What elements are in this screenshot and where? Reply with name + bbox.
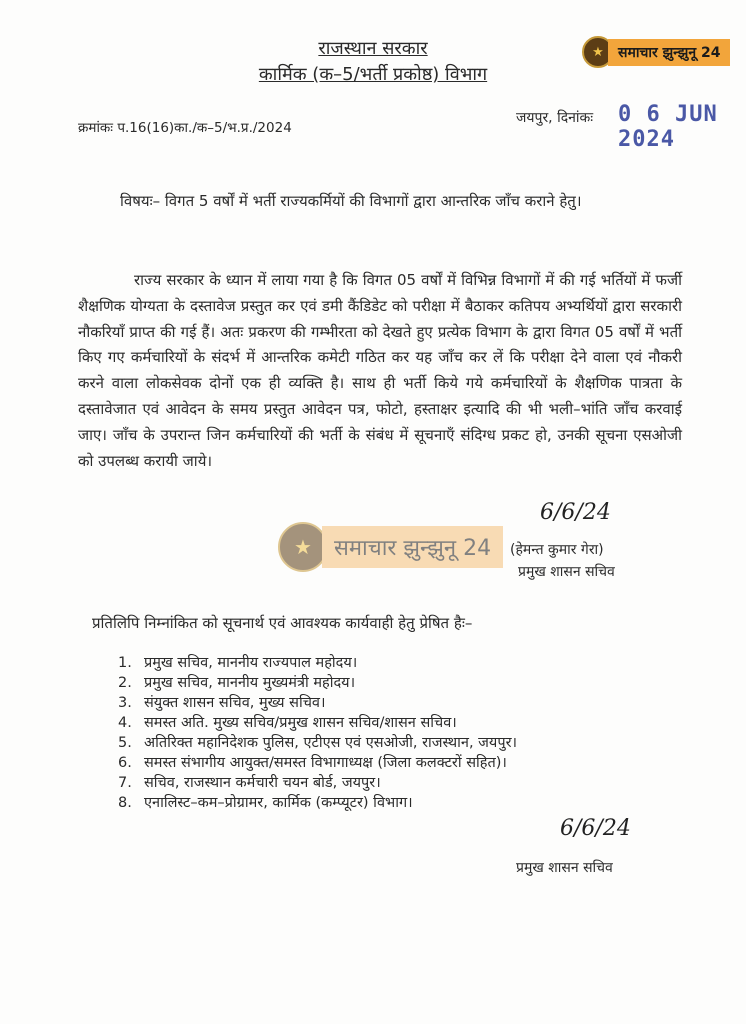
watermark-top [582,36,730,68]
copy-intro: प्रतिलिपि निम्नांकित को सूचनार्थ एवं आवश्यक कार्यवाही हेतु प्रेषित हैः– [92,614,473,632]
list-item: 4. समस्त अति. मुख्य सचिव/प्रमुख शासन सचिव/शासन सचिव। [118,715,457,731]
list-item: 6. समस्त संभागीय आयुक्त/समस्त विभागाध्यक्ष (जिला कलक्टरों सहित)। [118,755,507,771]
copy-list [118,652,517,812]
signer-title: प्रमुख शासन सचिव [518,564,615,580]
list-item: 1. प्रमुख सचिव, माननीय राज्यपाल महोदय। [118,655,358,671]
shield-emblem-icon: ★ [582,36,614,68]
date-stamp: 0 6 JUN 2024 [618,102,718,152]
body-paragraph: राज्य सरकार के ध्यान में लाया गया है कि विगत 05 वर्षों में विभिन्न विभागों में की गई भर्तियों में फर्जी शैक्षणिक योग्यता के दस्तावेज प्रस्तुत कर एवं डमी कैंडिडेट को परीक्षा में बैठाकर कतिपय अभ्यर्थियों द्वारा सरकारी नौकरियाँ प्राप्त की गई हैं। अतः प्रकरण की गम्भीरता को देखते हुए प्रत्येक विभाग के द्वारा विगत 05 वर्षों में भर्ती किए गए कर्मचारियों के संदर्भ में आन्तरिक कमेटी गठित कर यह जाँच कर लें कि परीक्षा देने वाला एवं नौकरी करने वाला लोकसेवक दोनों एक ही व्यक्ति है। साथ ही भर्ती किये गये कर्मचारियों के शैक्षणिक पात्रता के दस्तावेजात एवं आवेदन के समय प्रस्तुत आवेदन पत्र, फोटो, हस्ताक्षर इत्यादि की भी भली–भांति जाँच करवाई जाए। जाँच के उपरान्त जिन कर्मचारियों की भर्ती के संबंध में सूचनाएँ संदिग्ध प्रकट हो, उनकी सूचना एसओजी को उपलब्ध करायी जाये। [78,271,682,470]
watermark-center [278,522,503,572]
signature-1: 6/6/24 [540,500,611,525]
signer-title-2: प्रमुख शासन सचिव [516,860,613,876]
signature-2: 6/6/24 [560,816,631,841]
list-item: 3. संयुक्त शासन सचिव, मुख्य सचिव। [118,695,326,711]
header-department: कार्मिक (क–5/भर्ती प्रकोष्ठ) विभाग [258,64,488,85]
watermark-text: समाचार झुन्झुनू 24 [322,526,503,568]
list-item: 7. सचिव, राजस्थान कर्मचारी चयन बोर्ड, जयपुर। [118,775,381,791]
place-date-label: जयपुर, दिनांकः [516,110,594,126]
watermark-text: समाचार झुन्झुनू 24 [608,39,730,66]
list-item: 5. अतिरिक्त महानिदेशक पुलिस, एटीएस एवं एसओजी, राजस्थान, जयपुर। [118,735,518,751]
list-item: 8. एनालिस्ट–कम–प्रोग्रामर, कार्मिक (कम्प्यूटर) विभाग। [118,795,413,811]
list-item: 2. प्रमुख सचिव, माननीय मुख्यमंत्री महोदय। [118,675,356,691]
signer-name: (हेमन्त कुमार गेरा) [510,542,604,558]
header-government: राजस्थान सरकार [318,38,428,59]
subject: विषयः– विगत 5 वर्षों में भर्ती राज्यकर्मियों की विभागों द्वारा आन्तरिक जाँच कराने हेतु। [120,192,582,210]
shield-emblem-icon: ★ [278,522,328,572]
reference-number: क्रमांकः प.16(16)का./क–5/भ.प्र./2024 [78,120,292,136]
